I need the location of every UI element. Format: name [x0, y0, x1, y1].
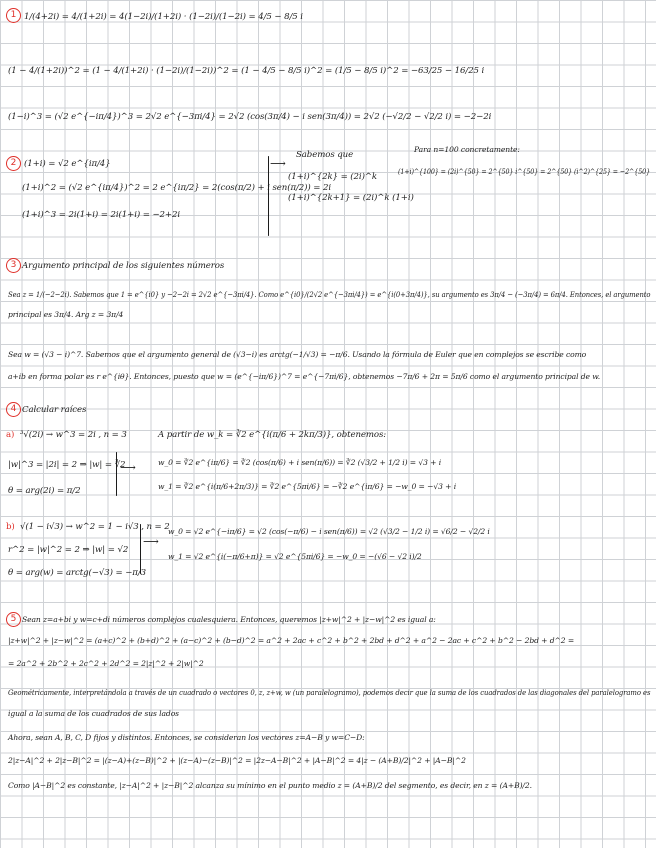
s1-line-3: (1−i)^3 = (√2 e^{−iπ/4})^3 = 2√2 e^{−3πi/4} = 2√2 (cos(3π/4) − i sen(3π/4)) = 2√2 (−√2/2 − √2/2 i) = −2−2i	[8, 112, 492, 122]
s1-line-1: 1/(4+2i) = 4/(1+2i) = 4(1−2i)/(1+2i) · (1−2i)/(1−2i) = 4/5 − 8/5 i	[24, 12, 303, 22]
s5-line-4: Geométricamente, interpretándola a través de un cuadrado o vectores 0, z, z+w, w (un paralelogramo), podemos decir que la suma de los cuadrados de las diagonales del paralelogramo es	[8, 688, 651, 697]
s4a-right-0: A partir de w_k = ∛2 e^{i(π/6 + 2kπ/3)}, obtenemos:	[158, 430, 387, 440]
s4b-brace	[140, 524, 141, 574]
s4a-right-1: w_0 = ∛2 e^{iπ/6} = ∛2 (cos(π/6) + i sen(π/6)) = ∛2 (√3/2 + 1/2 i) = √3 + i	[158, 458, 442, 467]
s4b-line-2: r^2 = |w|^2 = 2 ⇒ |w| = √2	[8, 545, 129, 555]
exercise-number-3: 3	[6, 258, 21, 273]
s4a-brace	[116, 452, 117, 496]
s4a-line-2: |w|^3 = |2i| = 2 ⇒ |w| = ∛2	[8, 460, 126, 470]
s4a-line-3: θ = arg(2i) = π/2	[8, 486, 81, 496]
s4a-line-1: ³√(2i) → w^3 = 2i , n = 3	[20, 430, 127, 440]
s4b-arrow-icon: ⟶	[143, 535, 159, 548]
s2-far-head: Para n=100 concretamente:	[414, 145, 520, 154]
s5-line-8: Como |A−B|^2 es constante, |z−A|^2 + |z−B|^2 alcanza su mínimo en el punto medio z = (A+B)/2 del segmento, es decir, en z = (A+B)/2.	[8, 781, 532, 790]
s4b-right-2: w_1 = √2 e^{i(−π/6+π)} = √2 e^{5πi/6} = −w_0 = −(√6 − √2 i)/2	[168, 552, 422, 561]
s2-brace	[268, 156, 269, 236]
s3-line-3: Sea w = (√3 − i)^7. Sabemos que el argumento general de (√3−i) es arctg(−1/√3) = −π/6. Usando la fórmula de Euler que en complejos se escribe como	[8, 350, 587, 359]
s2-right-line-2: (1+i)^{2k+1} = (2i)^k (1+i)	[288, 193, 414, 203]
s5-line-5: igual a la suma de los cuadrados de sus lados	[8, 709, 179, 718]
s5-line-2: |z+w|^2 + |z−w|^2 = (a+c)^2 + (b+d)^2 + (a−c)^2 + (b−d)^2 = a^2 + 2ac + c^2 + b^2 + 2bd + d^2 + a^2 − 2ac + c^2 + b^2 − 2bd + d^2 =	[8, 636, 575, 645]
s4b-right-1: w_0 = √2 e^{−iπ/6} = √2 (cos(−π/6) − i sen(π/6)) = √2 (√3/2 − 1/2 i) = √6/2 − √2/2 i	[168, 527, 490, 536]
s2-arrow-icon: ⟶	[270, 157, 286, 170]
s1-line-2: (1 − 4/(1+2i))^2 = (1 − 4/(1+2i) · (1−2i)/(1−2i))^2 = (1 − 4/5 − 8/5 i)^2 = (1/5 − 8/5 i)^2 = −63/25 − 16/25 i	[8, 66, 485, 76]
exercise-number-2: 2	[6, 156, 21, 171]
exercise-number-1: 1	[6, 8, 21, 23]
exercise-number-4: 4	[6, 402, 21, 417]
s2-right-line-1: (1+i)^{2k} = (2i)^k	[288, 172, 378, 182]
s5-line-6: Ahora, sean A, B, C, D fijos y distintos. Entonces, se consideran los vectores z=A−B y w=C−D:	[8, 733, 365, 742]
s5-line-7: 2|z−A|^2 + 2|z−B|^2 = |(z−A)+(z−B)|^2 + |(z−A)−(z−B)|^2 = |2z−A−B|^2 + |A−B|^2 = 4|z − (A+B)/2|^2 + |A−B|^2	[8, 756, 466, 765]
s4-part-a-label: a)	[6, 430, 15, 440]
s4b-line-3: θ = arg(w) = arctg(−√3) = −π/3	[8, 568, 147, 578]
s4-part-b-label: b)	[6, 522, 15, 532]
s4-title: Calcular raíces	[22, 405, 87, 415]
s4b-line-1: √(1 − i√3) → w^2 = 1 − i√3 , n = 2	[20, 522, 170, 532]
s4a-right-2: w_1 = ∛2 e^{i(π/6+2π/3)} = ∛2 e^{5πi/6} = −∛2 e^{iπ/6} = −w_0 = −√3 + i	[158, 482, 457, 491]
s2-line-2: (1+i)^2 = (√2 e^{iπ/4})^2 = 2 e^{iπ/2} = 2(cos(π/2) + i sen(π/2)) = 2i	[22, 183, 332, 193]
exercise-number-5: 5	[6, 612, 21, 627]
s2-far-line-1: (1+i)^{100} = (2i)^{50} = 2^{50} i^{50} = 2^{50} (i^2)^{25} = −2^{50}	[398, 167, 651, 176]
s5-line-3: = 2a^2 + 2b^2 + 2c^2 + 2d^2 = 2|z|^2 + 2|w|^2	[8, 659, 204, 668]
s5-line-1: Sean z=a+bi y w=c+di números complejos cualesquiera. Entonces, queremos |z+w|^2 + |z−w|^2 es igual a:	[22, 615, 436, 624]
s4a-arrow-icon: ⟶	[120, 461, 136, 474]
s3-title: Argumento principal de los siguientes números	[22, 261, 225, 271]
s3-line-4: a+ib en forma polar es r e^{iθ}. Entonces, puesto que w = (e^{−iπ/6})^7 = e^{−7πi/6}, obtenemos −7π/6 + 2π = 5π/6 como el argumento principal de w.	[8, 372, 601, 381]
s3-line-2: principal es 3π/4. Arg z = 3π/4	[8, 310, 124, 319]
s3-line-1: Sea z = 1/(−2−2i). Sabemos que 1 = e^{i0} y −2−2i = 2√2 e^{−3πi/4}. Como e^{i0}/(2√2 e^{−3πi/4}) = e^{i(0+3π/4)}, su argumento es 3π/4 − (−3π/4) = 6π/4. Entonces, el argumento	[8, 290, 651, 299]
s2-line-3: (1+i)^3 = 2i(1+i) = 2i(1+i) = −2+2i	[22, 210, 181, 220]
s2-line-1: (1+i) = √2 e^{iπ/4}	[24, 159, 111, 169]
s2-right-head: Sabemos que	[296, 150, 354, 160]
